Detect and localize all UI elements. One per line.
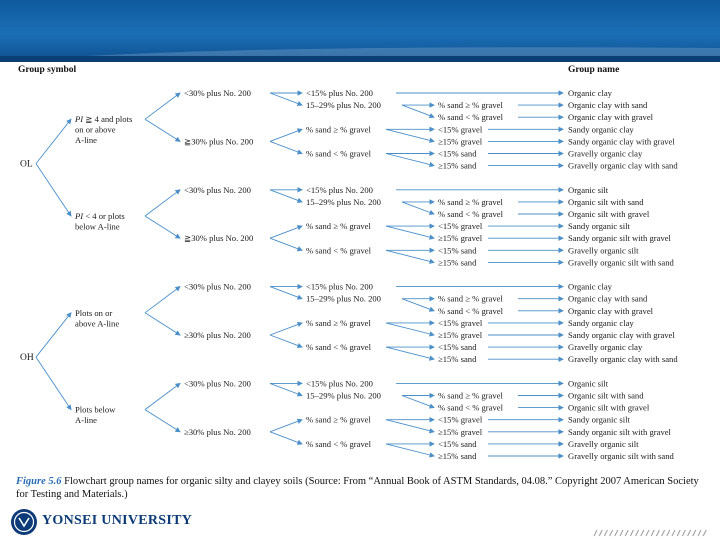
group-name: Organic clay with sand bbox=[568, 100, 648, 111]
deco-dash bbox=[651, 530, 654, 536]
deco-dash bbox=[615, 530, 618, 536]
flow-arrow bbox=[36, 119, 71, 163]
criteria-label: A-line bbox=[75, 415, 97, 426]
sand-lt-gravel-node: % sand < % gravel bbox=[438, 112, 503, 123]
flow-arrow bbox=[270, 226, 302, 238]
flow-arrow bbox=[386, 323, 434, 335]
criteria-label: Plots below bbox=[75, 404, 116, 415]
group-name: Organic clay bbox=[568, 281, 612, 292]
flow-arrow bbox=[270, 335, 302, 347]
sand-ge-gravel-node: % sand ≥ % gravel bbox=[306, 124, 371, 135]
group-name: Organic silt bbox=[568, 184, 609, 195]
flow-arrow bbox=[145, 93, 180, 119]
sand-ge15-node: ≥15% sand bbox=[438, 354, 477, 365]
flow-arrow bbox=[270, 383, 302, 395]
flow-arrow bbox=[145, 119, 180, 141]
flow-arrow bbox=[386, 226, 434, 238]
group-name: Sandy organic silt bbox=[568, 221, 630, 232]
group-name: Gravelly organic clay bbox=[568, 148, 643, 159]
deco-dash bbox=[641, 530, 644, 536]
flow-arrow bbox=[386, 347, 434, 359]
fines-ge30-node: ≥30% plus No. 200 bbox=[184, 426, 251, 437]
gravel-ge15-node: ≥15% gravel bbox=[438, 426, 483, 437]
sand-ge-gravel-node: % sand ≥ % gravel bbox=[438, 196, 503, 207]
caption-text: Flowchart group names for organic silty and clayey soils (Source: From “Annual Book of ASTM Standards, 04.08.” Copyright 2007 American Society for Testing and Materials.) bbox=[16, 476, 699, 500]
flow-arrow bbox=[386, 444, 434, 456]
deco-dash bbox=[693, 530, 696, 536]
flow-arrow bbox=[36, 313, 71, 357]
flow-arrow bbox=[145, 190, 180, 216]
criteria-label: Plots on or bbox=[75, 307, 113, 318]
sand-lt-gravel-node: % sand < % gravel bbox=[438, 305, 503, 316]
gravel-lt15-node: <15% gravel bbox=[438, 317, 483, 328]
criteria-label: above A-line bbox=[75, 318, 120, 329]
sand-ge-gravel-node: % sand ≥ % gravel bbox=[438, 390, 503, 401]
flow-arrow bbox=[270, 287, 302, 299]
group-name: Gravelly organic silt with sand bbox=[568, 257, 674, 268]
fines-lt30-node: <30% plus No. 200 bbox=[184, 184, 251, 195]
group-name: Sandy organic clay bbox=[568, 317, 634, 328]
university-name: YONSEI UNIVERSITY bbox=[42, 513, 193, 528]
flow-arrow bbox=[402, 105, 434, 117]
sand-ge-gravel-node: % sand ≥ % gravel bbox=[438, 100, 503, 111]
gravel-lt15-node: <15% gravel bbox=[438, 414, 483, 425]
deco-dash bbox=[630, 530, 633, 536]
gravel-ge15-node: ≥15% gravel bbox=[438, 330, 483, 340]
deco-dash bbox=[620, 530, 623, 536]
deco-dash bbox=[594, 530, 597, 536]
criteria-label: PI < 4 or plots bbox=[75, 211, 125, 221]
sand-lt15-node: <15% sand bbox=[438, 245, 477, 256]
flow-arrow bbox=[145, 410, 180, 432]
sand-ge15-node: ≥15% sand bbox=[438, 451, 477, 461]
sand-ge-gravel-node: % sand ≥ % gravel bbox=[306, 317, 371, 328]
group-name: Organic silt with gravel bbox=[568, 209, 650, 219]
group-name: Sandy organic clay with gravel bbox=[568, 330, 675, 340]
fines-ge30-node: ≧30% plus No. 200 bbox=[184, 233, 254, 244]
deco-dash bbox=[682, 530, 685, 536]
gravel-lt15-node: <15% gravel bbox=[438, 124, 483, 135]
flow-arrow bbox=[270, 129, 302, 141]
figure-label: Figure 5.6 bbox=[16, 476, 62, 487]
gravel-ge15-node: ≥15% gravel bbox=[438, 136, 483, 147]
fines-15-29-node: 15–29% plus No. 200 bbox=[306, 196, 381, 207]
group-name: Organic silt with sand bbox=[568, 196, 644, 207]
group-name: Organic silt with gravel bbox=[568, 402, 650, 413]
fines-lt15-node: <15% plus No. 200 bbox=[306, 378, 373, 389]
flowchart bbox=[0, 62, 720, 472]
flow-arrow bbox=[270, 420, 302, 432]
sand-ge-gravel-node: % sand ≥ % gravel bbox=[438, 293, 503, 304]
deco-dash bbox=[667, 530, 670, 536]
group-name: Organic silt bbox=[568, 378, 609, 389]
flow-arrow bbox=[270, 432, 302, 444]
deco-dash bbox=[599, 530, 602, 536]
group-name: Sandy organic silt with gravel bbox=[568, 426, 671, 437]
sand-ge-gravel-node: % sand ≥ % gravel bbox=[306, 221, 371, 232]
sand-lt15-node: <15% sand bbox=[438, 342, 477, 353]
header-group-name: Group name bbox=[568, 65, 620, 75]
flow-arrow bbox=[145, 383, 180, 409]
fines-lt15-node: <15% plus No. 200 bbox=[306, 88, 373, 98]
fines-15-29-node: 15–29% plus No. 200 bbox=[306, 293, 381, 304]
group-name: Gravelly organic clay with sand bbox=[568, 160, 678, 171]
criteria-label: on or above bbox=[75, 124, 116, 135]
sand-lt-gravel-node: % sand < % gravel bbox=[306, 245, 371, 256]
top-banner bbox=[0, 0, 720, 62]
deco-dash bbox=[677, 530, 680, 536]
fines-ge30-node: ≧30% plus No. 200 bbox=[184, 136, 254, 147]
gravel-lt15-node: <15% gravel bbox=[438, 221, 483, 232]
gravel-ge15-node: ≥15% gravel bbox=[438, 233, 483, 244]
flow-arrow bbox=[270, 141, 302, 153]
deco-dash bbox=[610, 530, 613, 536]
fines-lt15-node: <15% plus No. 200 bbox=[306, 281, 373, 292]
fines-lt30-node: <30% plus No. 200 bbox=[184, 281, 251, 292]
flow-arrow bbox=[402, 396, 434, 408]
group-name: Gravelly organic clay bbox=[568, 342, 643, 353]
group-symbol-oh: OH bbox=[20, 353, 34, 364]
flow-arrow bbox=[386, 250, 434, 262]
flow-arrow bbox=[270, 190, 302, 202]
sand-lt15-node: <15% sand bbox=[438, 438, 477, 449]
banner-wave bbox=[0, 40, 720, 62]
fines-ge30-node: ≥30% plus No. 200 bbox=[184, 330, 251, 340]
figure-caption bbox=[16, 475, 706, 501]
sand-lt-gravel-node: % sand < % gravel bbox=[306, 342, 371, 353]
sand-ge-gravel-node: % sand ≥ % gravel bbox=[306, 414, 371, 425]
criteria-label: below A-line bbox=[75, 221, 120, 232]
sand-ge15-node: ≥15% sand bbox=[438, 257, 477, 268]
group-name: Gravelly organic silt with sand bbox=[568, 451, 674, 461]
flow-arrow bbox=[145, 313, 180, 335]
sand-lt-gravel-node: % sand < % gravel bbox=[438, 402, 503, 413]
flow-arrow bbox=[36, 164, 71, 216]
fines-lt30-node: <30% plus No. 200 bbox=[184, 378, 251, 389]
group-name: Sandy organic clay bbox=[568, 124, 634, 135]
group-name: Sandy organic silt with gravel bbox=[568, 233, 671, 244]
deco-dash bbox=[672, 530, 675, 536]
flowchart-svg bbox=[0, 62, 720, 472]
deco-dash bbox=[604, 530, 607, 536]
flow-arrow bbox=[386, 420, 434, 432]
deco-dash bbox=[636, 530, 639, 536]
header-group-symbol: Group symbol bbox=[18, 65, 77, 75]
deco-dash bbox=[625, 530, 628, 536]
sand-lt-gravel-node: % sand < % gravel bbox=[438, 209, 503, 219]
university-seal-icon bbox=[10, 508, 38, 536]
group-name: Sandy organic silt bbox=[568, 414, 630, 425]
flow-arrow bbox=[386, 154, 434, 166]
group-name: Organic clay with gravel bbox=[568, 112, 654, 123]
deco-dash bbox=[688, 530, 691, 536]
sand-lt-gravel-node: % sand < % gravel bbox=[306, 438, 371, 449]
group-name: Organic silt with sand bbox=[568, 390, 644, 401]
fines-15-29-node: 15–29% plus No. 200 bbox=[306, 390, 381, 401]
group-name: Gravelly organic clay with sand bbox=[568, 354, 678, 365]
flow-arrow bbox=[270, 238, 302, 250]
sand-lt-gravel-node: % sand < % gravel bbox=[306, 148, 371, 159]
flow-arrow bbox=[145, 287, 180, 313]
flow-arrow bbox=[402, 299, 434, 311]
group-name: Organic clay bbox=[568, 88, 612, 98]
footer-decoration bbox=[590, 528, 710, 538]
fines-lt30-node: <30% plus No. 200 bbox=[184, 88, 251, 98]
deco-dash bbox=[656, 530, 659, 536]
sand-lt15-node: <15% sand bbox=[438, 148, 477, 159]
group-name: Organic clay with sand bbox=[568, 293, 648, 304]
criteria-label: A-line bbox=[75, 135, 97, 146]
flow-arrow bbox=[386, 129, 434, 141]
flow-arrow bbox=[402, 202, 434, 214]
flow-arrow bbox=[36, 357, 71, 409]
criteria-label: PI ≧ 4 and plots bbox=[75, 114, 133, 125]
deco-dash bbox=[646, 530, 649, 536]
flow-arrow bbox=[145, 216, 180, 238]
flow-arrow bbox=[270, 323, 302, 335]
deco-dash bbox=[698, 530, 701, 536]
fines-15-29-node: 15–29% plus No. 200 bbox=[306, 100, 381, 111]
sand-ge15-node: ≥15% sand bbox=[438, 160, 477, 171]
flow-arrow bbox=[270, 93, 302, 105]
group-symbol-ol: OL bbox=[20, 159, 33, 170]
group-name: Sandy organic clay with gravel bbox=[568, 136, 675, 147]
fines-lt15-node: <15% plus No. 200 bbox=[306, 184, 373, 195]
deco-dash bbox=[703, 530, 706, 536]
deco-dash bbox=[662, 530, 665, 536]
group-name: Gravelly organic silt bbox=[568, 245, 639, 256]
group-name: Organic clay with gravel bbox=[568, 305, 654, 316]
group-name: Gravelly organic silt bbox=[568, 438, 639, 449]
